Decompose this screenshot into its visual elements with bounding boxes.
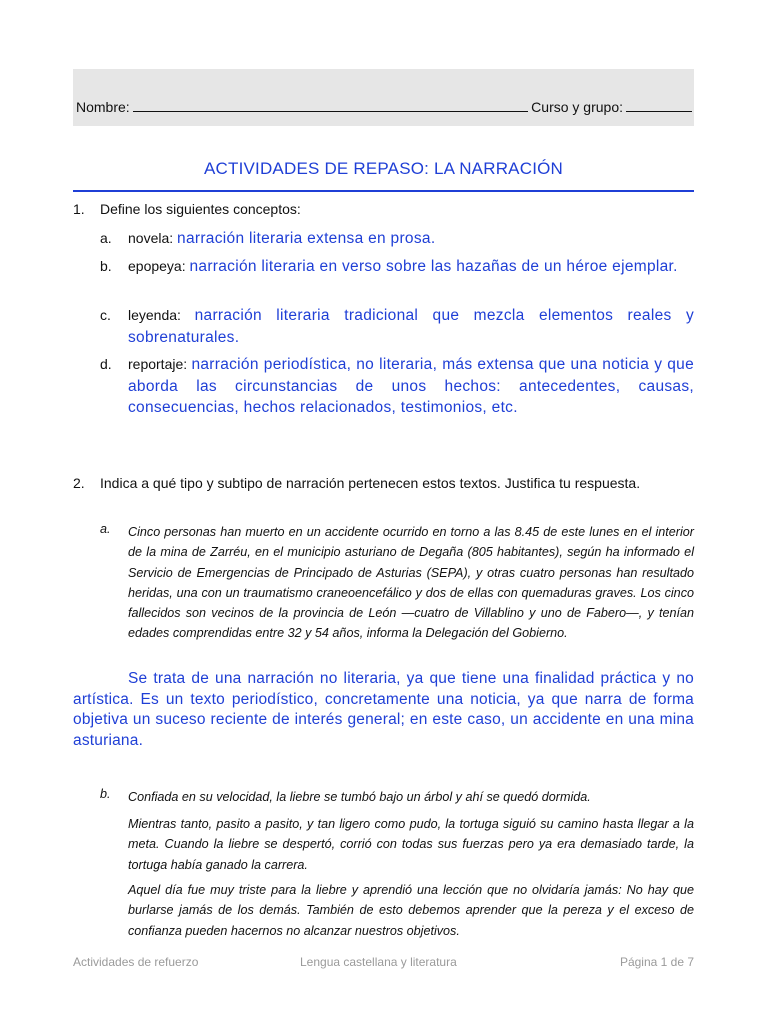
text-b-paragraph: Aquel día fue muy triste para la liebre y aprendió una lección que no olvidaría jamás: No hay que burlarse jamás de los demás. También de esto debemos aprender que la pereza y el exceso de confianza pueden hacernos no alcanzar nuestros objetivos.	[128, 883, 694, 938]
footer-center: Lengua castellana y literatura	[300, 955, 457, 969]
item-term: novela:	[128, 230, 174, 246]
definition-item	[100, 228, 694, 250]
item-answer: narración literaria extensa en prosa.	[177, 230, 436, 247]
definition-item	[100, 256, 694, 278]
item-term: epopeya:	[128, 258, 186, 274]
definition-item	[100, 354, 694, 419]
item-term: reportaje:	[128, 356, 188, 372]
item-letter: b.	[100, 258, 112, 274]
question-text: Indica a qué tipo y subtipo de narración pertenecen estos textos. Justifica tu respuesta.	[100, 475, 641, 491]
text-b-paragraph: Mientras tanto, pasito a pasito, y tan ligero como pudo, la tortuga siguió su camino hasta llegar a la meta. Cuando la liebre se despertó, corrió con todas sus fuerzas pero ya era demasiado tarde, la tortuga había ganado la carrera.	[128, 817, 694, 872]
item-answer: narración periodística, no literaria, más extensa que una noticia y que aborda las circunstancias de unos hechos: antecedentes, causas, consecuencias, hechos relacionados, testimonios, etc.	[128, 356, 695, 416]
name-label: Nombre:	[76, 99, 130, 115]
item-answer: narración literaria en verso sobre las hazañas de un héroe ejemplar.	[189, 258, 678, 275]
item-letter: a.	[100, 230, 112, 246]
question-text: Define los siguientes conceptos:	[100, 201, 301, 217]
text-a-answer	[73, 669, 694, 751]
item-answer: narración literaria tradicional que mezcla elementos reales y sobrenaturales.	[128, 307, 694, 346]
footer-left: Actividades de refuerzo	[73, 955, 199, 969]
answer-text: Se trata de una narración no literaria, ya que tiene una finalidad práctica y no artística. Es un texto periodístico, concretamente una noticia, ya que narra de forma objetiva un suceso reciente de interés general; en este caso, un accidente en una mina asturiana.	[73, 670, 694, 749]
group-blank	[626, 98, 692, 112]
name-blank	[133, 98, 528, 112]
item-letter: c.	[100, 307, 111, 323]
item-term: leyenda:	[128, 307, 181, 323]
question-number: 1.	[73, 201, 85, 217]
page-title: ACTIVIDADES DE REPASO: LA NARRACIÓN	[203, 159, 564, 178]
footer-page-number: Página 1 de 7	[619, 955, 694, 969]
question-1	[73, 199, 694, 220]
question-2	[73, 473, 694, 494]
title-rule	[73, 190, 694, 192]
text-b-paragraph: Confiada en su velocidad, la liebre se tumbó bajo un árbol y ahí se quedó dormida.	[128, 790, 591, 804]
text-a-letter: a.	[100, 522, 111, 536]
definition-item	[100, 305, 694, 348]
text-a-excerpt: Cinco personas han muerto en un accidente ocurrido en torno a las 8.45 de este lunes en el interior de la mina de Zarréu, en el municipio asturiano de Degaña (805 habitantes), según ha informado el Servicio de Emergencias de Principado de Asturias (SEPA), y otras cuatro personas han resultado heridas, una con un traumatismo craneoencefálico y dos de ellas con quemaduras graves. Los cinco fallecidos son vecinos de la provincia de León —cuatro de Villablino y uno de Fabero—, y tenían edades comprendidas entre 32 y 54 años, informa la Delegación del Gobierno.	[128, 525, 694, 641]
question-number: 2.	[73, 475, 85, 491]
student-info-line	[76, 98, 692, 115]
item-letter: d.	[100, 356, 112, 372]
group-label: Curso y grupo:	[531, 99, 623, 115]
student-info-box	[73, 69, 694, 126]
text-b-letter: b.	[100, 787, 111, 801]
